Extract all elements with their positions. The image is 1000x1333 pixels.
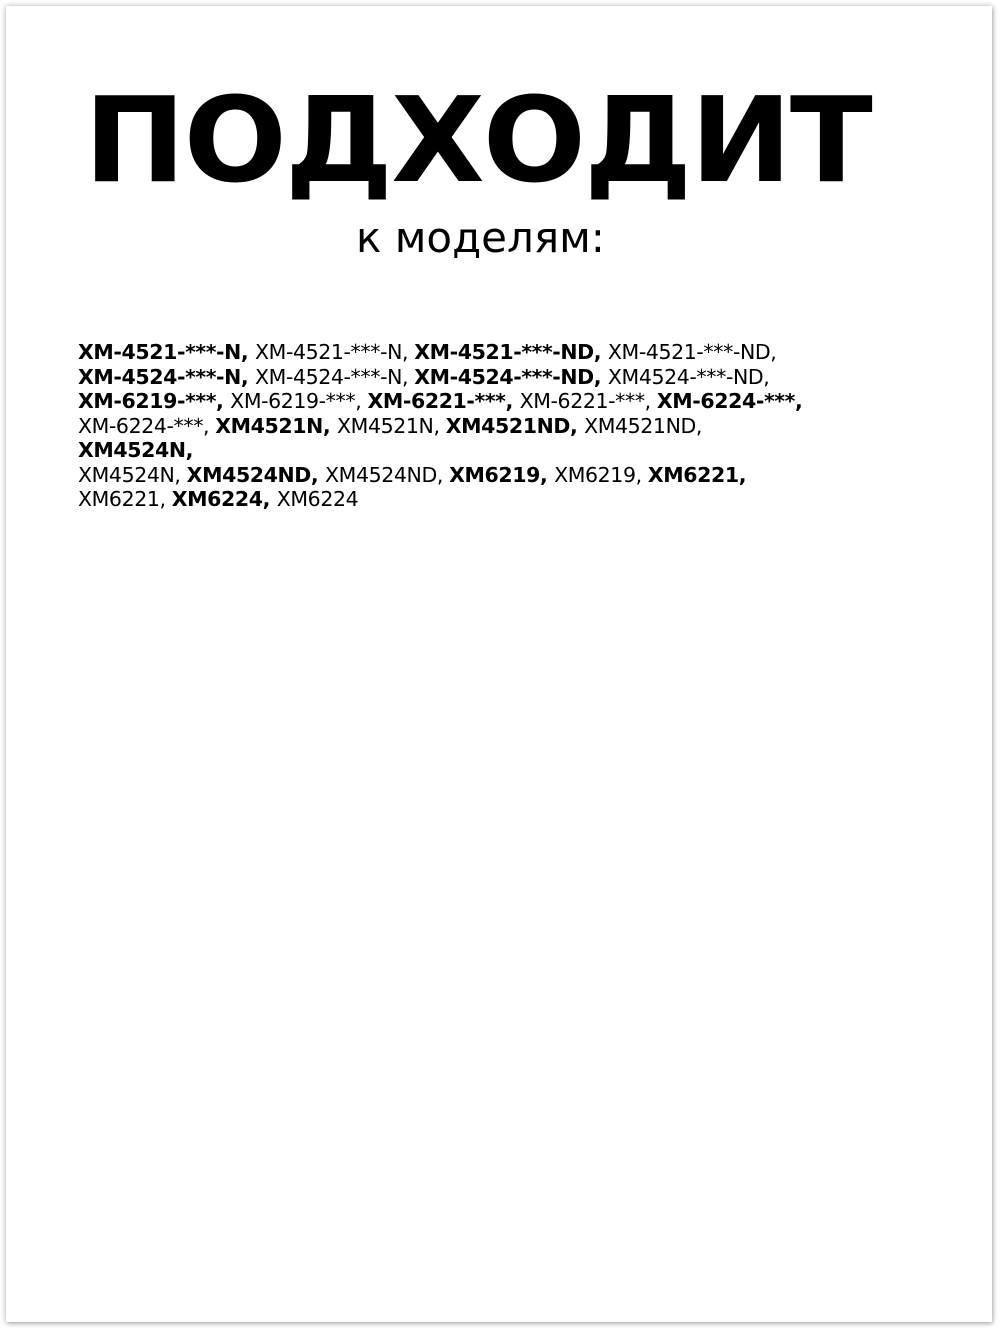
model-line xyxy=(78,340,938,365)
model-name: XM-4524-***-N, xyxy=(78,364,256,389)
model-name: XM4521ND, xyxy=(584,413,703,438)
model-line xyxy=(78,438,938,463)
compatible-models-list xyxy=(78,340,938,512)
model-line xyxy=(78,487,938,512)
model-name: XM-6219-***, xyxy=(78,389,231,413)
model-name: XM4524N, xyxy=(78,462,187,487)
model-name: XM6219, xyxy=(554,462,648,487)
model-name: XM-6221-***, xyxy=(367,389,520,413)
headline: ПОДХОДИТ xyxy=(84,71,871,209)
model-name: XM-6224-***, xyxy=(78,413,216,438)
model-name: XM4524N, xyxy=(78,438,194,462)
model-name: XM4521N, xyxy=(337,413,446,438)
model-name: XM6224, xyxy=(171,487,277,511)
model-name: XM-4524-***-N, xyxy=(255,364,415,389)
model-name: XM4524ND, xyxy=(186,462,326,487)
model-name: XM-4521-***-ND, xyxy=(414,340,608,364)
model-name: XM-4521-***-ND, xyxy=(607,340,777,364)
model-name: XM6224 xyxy=(276,487,359,511)
model-name: XM-4521-***-N, xyxy=(78,340,256,364)
model-name: XM-6221-***, xyxy=(519,389,657,413)
model-name: XM-4521-***-N, xyxy=(255,340,415,364)
model-name: XM-4524-***-ND, xyxy=(414,364,608,389)
model-name: XM-6219-***, xyxy=(230,389,368,413)
model-name: XM4521N, xyxy=(215,413,338,438)
page-sheet xyxy=(6,6,992,1322)
model-name: XM6221, xyxy=(78,487,172,511)
model-line xyxy=(78,463,938,488)
subheadline: к моделям: xyxy=(356,213,605,262)
model-name: XM-6224-***, xyxy=(656,389,803,413)
model-line xyxy=(78,389,938,414)
model-line xyxy=(78,414,938,439)
model-line xyxy=(78,365,938,390)
model-name: XM4524ND, xyxy=(325,462,450,487)
model-name: XM6221, xyxy=(647,462,747,487)
model-name: XM6219, xyxy=(449,462,555,487)
model-name: XM4521ND, xyxy=(445,413,585,438)
model-name: XM4524-***-ND, xyxy=(607,364,770,389)
